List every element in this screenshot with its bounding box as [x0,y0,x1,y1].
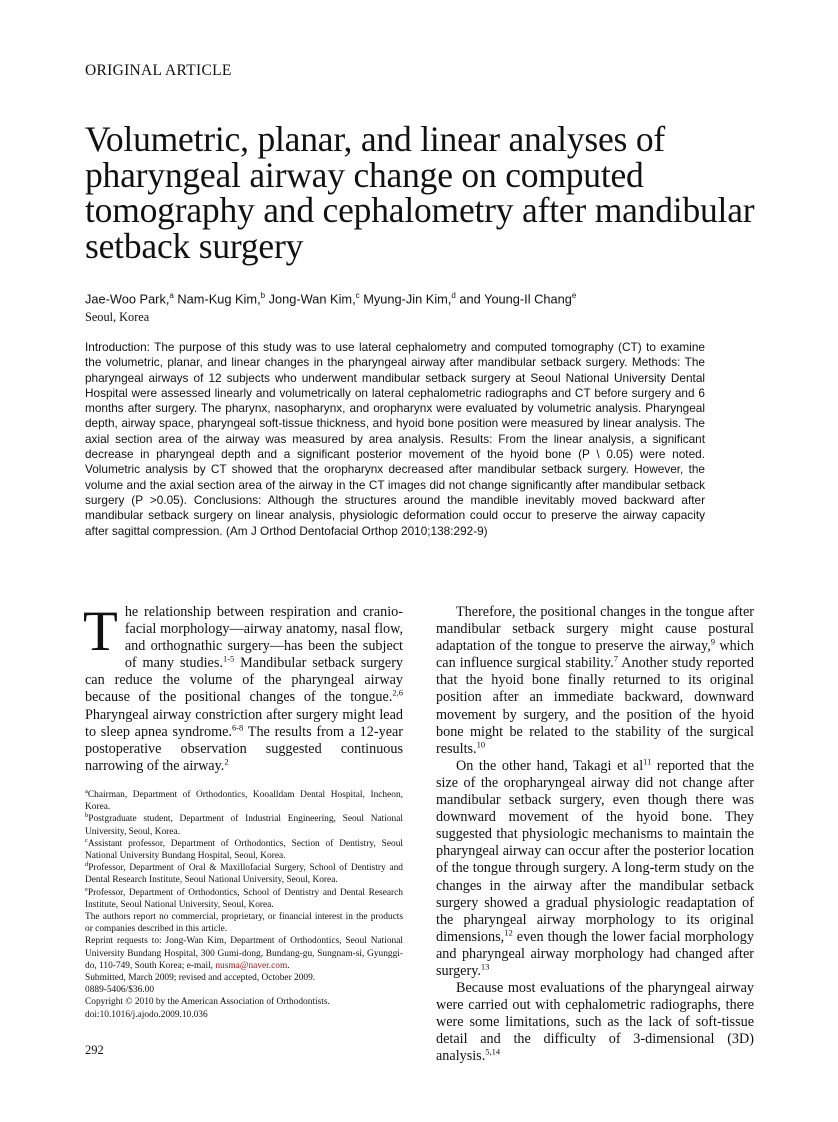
author-name: Young-Il Chang [484,291,572,307]
affiliation-note: $^e$Professor, Department of Orthodontics, School of Dentistry and Dental Research Institute, Seoul National University, Seoul, Korea. [85,885,403,910]
affiliation-marker: b [85,812,89,820]
submission-dates: Submitted, March 2009; revised and accepted, October 2009. [85,973,316,984]
affiliation-marker: c [355,291,360,300]
footnotes [85,789,403,1021]
body-paragraph-1 [83,600,404,775]
affiliation-note: $^d$Professor, Department of Oral & Maxillofacial Surgery, School of Dentistry and Dental Research Institute, Seoul National University, Seoul, Korea. [85,861,403,886]
citation-ref: 1-5 [222,653,235,664]
reprint-end: . [287,960,290,971]
page-number: 292 [85,1043,104,1057]
citation-ref: 10 [476,739,486,750]
affiliation-marker: a [169,291,174,300]
affiliation-note: $^c$Assistant professor, Department of Orthodontics, Section of Dentistry, Seoul National University Bundang Hospital, Seoul, Korea. [85,836,403,862]
affiliation-marker: c [85,836,88,844]
email-link[interactable]: nusma@naver.com [215,960,288,971]
citation-ref: 9 [710,636,715,647]
body-paragraph-2: Therefore, the positional changes in the tongue after mandibular setback surgery might cause postural adaptation of the tongue to preserve the airway,$^9$ which can influence surgical stability.$^7$ Another study reported that the hyoid bone finally returned to its original position after an immediate backward, downward movement by surgery, and the position of the hyoid bone might be related to the stability of the surgical results.$^{10}$ [436,604,754,757]
citation-ref: 12 [504,927,513,938]
drop-cap: T [83,600,118,663]
affiliation-list [85,789,403,911]
section-label: ORIGINAL ARTICLE [85,62,232,79]
author-name: Jong-Wan Kim, [268,291,356,307]
citation-ref: 2 [224,756,229,767]
affiliation-marker: e [571,291,577,300]
citation-ref: 2,6 [392,687,403,698]
body-paragraph-4: Because most evaluations of the pharyngeal airway were carried out with cephalometric radiographs, there were some limitations, such as the lack of soft-tissue detail and the difficulty of 3-dimensional (3D) analysis.$^{5,14}$ [436,980,754,1065]
reprint-text: Reprint requests to: Jong-Wan Kim, Department of Orthodontics, Seoul National University Bundang Hospital, 300 Gumi-dong, Bundang-gu, Sungnam-si, Gyunggi-do, 110-749, South Korea; e-mail, [85,936,403,971]
affiliation-marker: d [85,861,89,869]
article-title: Volumetric, planar, and linear analyses of pharyngeal airway change on computed tomography and cephalometry after mandibular setback surgery [85,119,755,266]
citation-ref: 13 [480,961,490,972]
affiliation-note: $^b$Postgraduate student, Department of Industrial Engineering, Seoul National University, Seoul, Korea. [85,812,403,837]
paragraph-text: he relationship between respiration and cranio-facial morphology—airway anatomy, nasal flow, and orthognathic surgery—has been the subject of many studies.$^{1-5}$ Mandibular setback surgery can reduce the volume of the pharyngeal airway because of the positional changes of the tongue.$^{2,6}$ Pharyngeal airway constriction after surgery might lead to sleep apnea syndrome.$^{6-8}$ The results from a 12-year postoperative observation suggested continuous narrowing of the airway.$^2$ [85,604,404,774]
citation-ref: 7 [613,653,618,664]
citation-ref: 5,14 [485,1046,501,1057]
body-column-right [436,604,754,1066]
citation-ref: 11 [643,756,652,767]
abstract: Introduction: The purpose of this study was to use lateral cephalometry and computed tomography (CT) to examine the volumetric, planar, and linear changes in the pharyngeal airway after mandibular setback surgery. Methods: The pharyngeal airways of 12 subjects who underwent mandibular setback surgery at Seoul National University Dental Hospital were assessed linearly and volumetrically on lateral cephalometric radiographs and CT before surgery and 6 months after surgery. The pharynx, nasopharynx, and oropharynx were evaluated by volumetric analysis. Pharyngeal depth, airway space, pharyngeal soft-tissue thickness, and hyoid bone position were measured by linear analysis. The axial section area of the airway was measured by area analysis. Results: From the linear analysis, a significant decrease in pharyngeal depth and a significant posterior movement of the hyoid bone (P \ 0.05) were noted. Volumetric analysis by CT showed that the oropharynx decreased after mandibular setback surgery. However, the volume and the axial section area of the airway in the CT images did not change significantly after mandibular setback surgery (P >0.05). Conclusions: Although the structures around the mandible inevitably moved backward after mandibular setback surgery on linear analysis, physiologic deformation could occur to preserve the airway capacity after sagittal compression. (Am J Orthod Dentofacial Orthop 2010;138:292-9) [85,340,705,538]
body-column-left [83,600,404,775]
author-name: Nam-Kug Kim, [177,291,261,307]
reprint-requests [85,935,403,972]
affiliation-note: $^a$Chairman, Department of Orthodontics, Kooalldam Dental Hospital, Incheon, Korea. [85,787,403,813]
doi: doi:10.1016/j.ajodo.2009.10.036 [85,1009,208,1020]
citation-ref: 6-8 [231,721,244,732]
issn: 0889-5406/$36.00 [85,985,155,996]
author-name: Jae-Woo Park, [85,291,170,307]
author-location: Seoul, Korea [85,310,150,324]
author-name: Myung-Jin Kim, [363,291,452,307]
disclosure-note: The authors report no commercial, proprietary, or financial interest in the products or companies described in this article. [85,912,403,935]
affiliation-marker: d [451,291,456,300]
affiliation-marker: a [85,787,88,795]
author-list: Jae-Woo Park,$^a$ Nam-Kug Kim,$^b$ Jong-Wan Kim,$^c$ Myung-Jin Kim,$^d$ and Young-Il Chang$^e$ [85,291,577,307]
body-paragraph-3: On the other hand, Takagi et $al^{11}$ reported that the size of the oropharyngeal airway did not change after mandibular setback surgery, even though there was downward movement of the hyoid bone. They suggested that physiologic mechanisms to maintain the pharyngeal airway can occur after the posterior location of the tongue through surgery. A long-term study on the changes in the airway after the mandibular setback surgery showed a gradual physiologic readaptation of the pharyngeal airway morphology to its original dimensions,$^{12}$ even though the lower facial morphology and pharyngeal airway morphology had changed after surgery.$^{13}$ [436,756,754,979]
copyright: Copyright © 2010 by the American Association of Orthodontists. [85,997,330,1008]
affiliation-marker: e [85,885,88,893]
affiliation-marker: b [260,291,266,300]
